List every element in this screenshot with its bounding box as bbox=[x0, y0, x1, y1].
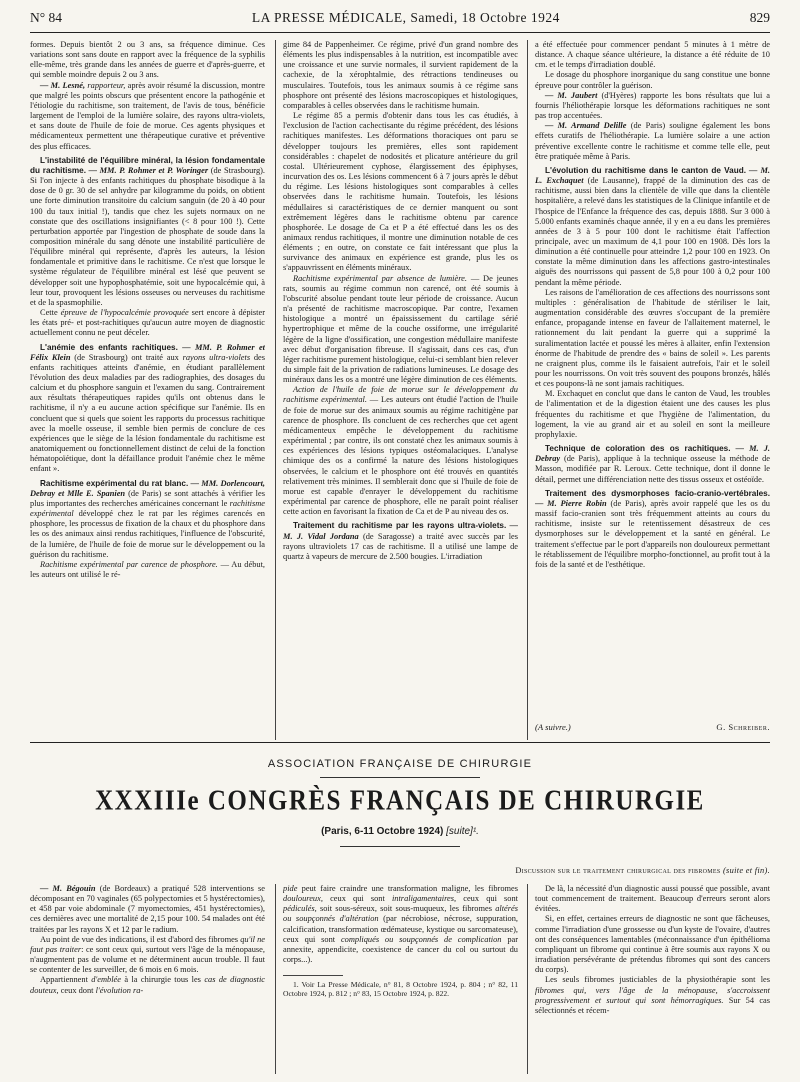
section-title: Technique de coloration des os rachitiques. bbox=[545, 444, 731, 454]
paragraph: Le dosage du phosphore inorganique du sang constitue une bonne épreuve pour contrôler la guérison. bbox=[535, 70, 770, 90]
issue-number: N° 84 bbox=[30, 10, 63, 25]
author-name: — MM. P. Rohmer et P. Woringer bbox=[88, 165, 209, 175]
section-title: L'évolution du rachitisme dans le canton de Vaud. bbox=[545, 165, 746, 175]
paragraph-text: soit sous-séreux, soit sous-muqueux, les fibromes bbox=[319, 904, 492, 914]
section-title: Traitement des dysmorphoses facio-cranio-vertébrales. bbox=[545, 488, 770, 498]
to-be-continued: (A suivre.) bbox=[535, 722, 571, 732]
italic-text: cas de diagnostic douteux, bbox=[30, 975, 265, 995]
column-3 bbox=[535, 40, 770, 720]
author-name: — M. Bégouin bbox=[40, 884, 96, 893]
paragraph-text: (de Saragosse) a traité avec succès par les rayons ultraviolets 17 cas de rachitisme. Il a utilisé une lampe de quartz à vapeurs de mercure de 2.500 bougies. L'irradiation bbox=[283, 531, 518, 561]
column-divider bbox=[527, 884, 528, 1074]
paragraph: a été effectuée pour commencer pendant 5 minutes à 1 mètre de distance. A chaque séance ultérieure, la distance a été réduite de 10 cm. et le temps d'irradiation doublé. bbox=[535, 40, 770, 70]
paragraph-text: Sur 54 cas sélectionnés et récem- bbox=[535, 995, 770, 1015]
paragraph-text: Cette bbox=[40, 308, 58, 318]
italic-text: rachitisme expérimental bbox=[30, 498, 265, 519]
paragraph: gime 84 de Pappenheimer. Ce régime, privé d'un grand nombre des éléments les plus indispensables à la nutrition, est incompatible avec une croissance et une survie normales, il survient rapidement de la cachexie, de la xérophtalmie, des rétractions tendineuses ou musculaires. Toutefois, tous les animaux soumis à ce régime sans phosphore ont présenté des lésions macroscopiques et histologiques, comparables à celles observées dans le rachitisme humain. bbox=[283, 40, 518, 110]
section-paragraph bbox=[30, 343, 265, 475]
paragraph-text: développé chez le rat par les régimes carencés en phosphore, les processus de fixation de la chaux et du phosphore dans les os des animaux ainsi rendus rachitiques, l'influence de l'obscurité, de la lumière, de l'huile de foie de morue sur le développement ou la guérison du rachitisme. bbox=[30, 509, 265, 559]
paragraph: Le régime 85 a permis d'obtenir dans tous les cas étudiés, à l'exclusion de l'action cachectisante du régime précédent, des lésions rachitiques manifestes. Les déformations thoraciques ont paru se développer toujours les premières, elles sont rapidement considérables : chapelet de nodosités et plicature antérieure du gril costal. Ultérieurement cyphose, élargissement des épiphyses, incurvation des os. Les lésions commencent 6 à 7 jours après le début du régime. Les lésions histologiques sont comparables à celles observées dans le rachitisme humain. Toutefois, les lésions médullaires si caractéristiques de ce dernier manquent ou sont extrêmement légères dans le rachitisme obtenu par carence phosphorée. Le dosage de Ca et P a été effectué dans les os des animaux rendus rachitiques, il montre une diminution notable de ces éléments ; en outre, on constate ce fait intéressant que plus la survivance des animaux en expérience est grande, plus les os s'appauvrissent en éléments minéraux. bbox=[283, 111, 518, 273]
paragraph-text: à la chirurgie tous les bbox=[124, 975, 201, 985]
paragraph bbox=[535, 91, 770, 121]
italic-text: douloureux, bbox=[283, 894, 323, 904]
section-title: L'instabilité de l'équilibre minéral, la lésion fondamentale du rachitisme. bbox=[30, 155, 265, 175]
paragraph bbox=[30, 975, 265, 995]
italic-text: épreuve de l'hypocalcémie provoquée bbox=[60, 308, 189, 318]
author-location: (de Strasbourg). bbox=[210, 165, 265, 175]
author-name: — M. Lesné, bbox=[40, 80, 86, 90]
discussion-title: Discussion sur le traitement chirurgical des fibromes bbox=[515, 866, 721, 875]
section-title: Traitement du rachitisme par les rayons ultra-violets. bbox=[293, 521, 507, 531]
author-name: — MM. P. Rohmer et Félix Klein bbox=[30, 342, 265, 362]
italic-text: fibromes qui, vers l'âge de la ménopause, s'accroissent progressivement et surtout qui sont hémorragiques. bbox=[535, 985, 770, 1005]
column-divider bbox=[275, 40, 276, 740]
paragraph bbox=[535, 121, 770, 162]
dates-text: (Paris, 6-11 Octobre 1924) bbox=[321, 826, 444, 837]
italic-text: pédiculés, bbox=[283, 904, 317, 914]
paragraph-text: — Les auteurs ont étudié l'action de l'huile de foie de morue sur des animaux soumis au régime rachitigène par carence de phosphore. Ils concluent de ces recherches que cet agent médicamenteux empêche le développement du rachitisme expérimental ; par contre, ils ont constaté chez les animaux soumis à ces expériences des lésions typiques ostéomalaciques. L'analyse chimique des os a confirmé la nature des lésions histologiques observées, le calcium et le phosphore ont été trouvés en quantités relativement très minimes. Il semblerait donc que si l'huile de foie de morue est capable d'enrayer le développement du rachitisme expérimental par carence de phosphore, elle ne paraît point réaliser cette action en favorisant la fixation de Ca et de P au niveau des os. bbox=[283, 395, 518, 517]
bottom-column-1 bbox=[30, 884, 265, 1074]
column-1 bbox=[30, 40, 265, 730]
bottom-column-3 bbox=[535, 884, 770, 1074]
section-paragraph bbox=[535, 444, 770, 485]
paragraph-text: (de Paris) se sont attachés à vérifier les plus importantes des recherches américaines concernant le bbox=[30, 488, 265, 508]
column-divider bbox=[527, 40, 528, 740]
journal-title: LA PRESSE MÉDICALE, Samedi, 18 Octobre 1924 bbox=[251, 10, 560, 25]
section-paragraph bbox=[283, 521, 518, 562]
column-divider bbox=[275, 884, 276, 1074]
author-name: — MM. Dorlencourt, Debray et Mlle E. Spanien bbox=[30, 478, 265, 498]
author-name: — M. J. Vidal Jordana bbox=[283, 521, 518, 541]
section-paragraph bbox=[535, 166, 770, 288]
italic-heading: Action de l'huile de foie de morue sur le développement du rachitisme expérimental. bbox=[283, 385, 518, 405]
congress-title: XXXIIIe CONGRÈS FRANÇAIS DE CHIRURGIE bbox=[95, 786, 705, 817]
section-title: Rachitisme expérimental du rat blanc. bbox=[40, 478, 189, 488]
italic-text: pide bbox=[283, 884, 298, 893]
italic-text: qu'il ne faut pas traiter bbox=[30, 934, 265, 954]
paragraph: Si, en effet, certaines erreurs de diagnostic ne sont que fâcheuses, comme l'irradiation d'une grossesse ou d'un kyste de l'ovaire, d'autres ont des conséquences lamentables (méconnaissance d'un épithélioma compliquant un fibrome qui continue à être soumis aux rayons X ou irradiation persévérante de prétendus fibromes qui sont des cancers du corps). bbox=[535, 914, 770, 975]
author-name: — M. Armand Delille bbox=[545, 121, 627, 131]
dates-suite: [suite]¹. bbox=[446, 826, 479, 837]
italic-text: intraligamentaires, bbox=[391, 894, 457, 904]
paragraph bbox=[283, 274, 518, 386]
section-title: L'anémie des enfants rachitiques. bbox=[40, 342, 178, 352]
short-rule bbox=[320, 777, 480, 778]
paragraph-text: ceux dont bbox=[60, 985, 94, 995]
italic-heading: Rachitisme expérimental par absence de lumière. bbox=[293, 273, 467, 283]
paragraph bbox=[30, 884, 265, 935]
paragraph-text: peut faire craindre une transformation maligne, les fibromes bbox=[301, 884, 518, 893]
section-paragraph bbox=[535, 489, 770, 570]
paragraph-text: : ce sont ceux qui, surtout vers l'âge de la ménopause, n'augmentent pas de volume et ne déterminent aucun trouble. Il faut se contenter de les surveiller, de 6 mois en 6 mois. bbox=[30, 944, 265, 975]
paragraph-text: — De jeunes rats, soumis au régime commun non carencé, ont été soumis à l'obscurité absolue pendant toute leur période de croissance. Aucun n'a présenté de rachitisme macroscopique. Par contre, l'examen histologique a montré un épaississement du cartilage sérié hypertrophique et même de la couche ossiforme, une irrégularité légère de la ligne d'ossification, une congestion médullaire manifeste avec début d'organisation fibreuse. Il s'agissait, dans ces cas, d'un léger rachitisme purement histologique, celui-ci semblant bien relever du simple fait de la privation de radiations lumineuses. Le dosage des minéraux dans les os a montré une légère diminution de ces éléments. bbox=[283, 273, 518, 385]
paragraph: De là, la nécessité d'un diagnostic aussi poussé que possible, avant tout commencement de traitement. Beaucoup d'erreurs seront alors évitées. bbox=[535, 884, 770, 914]
section-paragraph bbox=[30, 156, 265, 308]
paragraph-text: (de Paris), applique à la technique osseuse la méthode de Masson, modifiée par R. Leroux. Cette technique, dont il donne le détail, permet une différenciation nette des tissus osseux et ostéoïde. bbox=[535, 454, 770, 484]
paragraph-text: ceux qui sont bbox=[330, 894, 385, 904]
paragraph bbox=[30, 935, 265, 976]
bottom-column-2 bbox=[283, 884, 518, 1074]
author-name: — M. L. Exchaquet bbox=[535, 165, 770, 186]
author-name: — M. J. Debray bbox=[535, 444, 770, 464]
paragraph-text: Si l'on injecte à des enfants rachitiques du phosphate bisodique à la dose de 0 gr. 30 de sel anhydre par kilogramme du poids, on obtient une forte diminution transitoire du calcium sanguin (de 20 à 40 pour 100 du taux initial !), tandis que chez les sujets normaux on ne constate que des oscillations insignifiantes (< 8 pour 100 !). Cette perturbation apportée par l'ingestion de phosphate de soude dans la composition minérale du sang dénote une instabilité particulière de l'équilibre minéral qui représente, d'après les auteurs, la lésion fondamentale et primitive dans le rachitisme. Ce n'est que lorsque le système régulateur de l'équilibre minéral est lésé que peuvent se développer soit une hypophosphatémie, soit une hypocalcémie qui, à leur tour, provoquent les lésions osseuses ou nerveuses du rachitisme et de la spasmophilie. bbox=[30, 176, 265, 307]
paragraph-text: (de Paris), après avoir rappelé que les os du massif facio-cranien sont très fréquemment atteints au cours du rachitisme, insiste sur le retentissement désastreux de ces dysmorphoses sur le développement et la santé en général. Le traitement s'effectue par le port d'appareils non douloureux permettant le rétablissement de l'équilibre morpho-fonctionnel, au profit tout à la fois de la santé et de l'esthétique. bbox=[535, 498, 770, 569]
paragraph-text: Les seuls fibromes justiciables de la physiothérapie sont les bbox=[545, 975, 770, 985]
congress-dates bbox=[0, 826, 800, 837]
paragraph-text: par annexite, appendicite, coexistence de cancer du col ou surtout du corps...). bbox=[283, 934, 518, 965]
paragraph-text: (par nécrobiose, nécrose, suppuration, calcification, transformation œdémateuse, kystique ou sarcomateuse), ceux qui sont bbox=[283, 914, 518, 944]
paragraph-text: (de Lausanne), frappé de la diminution des cas de rachitisme, aussi bien dans la clientèle de ville que dans la clientèle hospitalière, a relevé dans les statistiques de la Clinique infantile et de l'hospice de l'Enfance la fréquence des cas, depuis 1888. Sur 3 000 à 5.000 enfants examinés chaque année, il y en a eu dans les premières années de 3 à 5 pour 100 dont le rachitisme était l'affection principale, avec un maximum de 4,1 pour 100 en 1908. Dès lors la diminution a été continuelle pour atteindre 1,2 pour 100 en 1923. On constate la même diminution dans les affections gastro-intestinales aiguës des nourrissons qui passent de 5,8 pour 100 à 0,2 pour 100 pendant la même période. bbox=[535, 176, 770, 287]
column-2 bbox=[283, 40, 518, 730]
italic-text: altérés ou soupçonnés d'altération bbox=[283, 904, 518, 924]
paragraph-text: ceux qui sont bbox=[463, 894, 518, 904]
association-heading: ASSOCIATION FRANÇAISE DE CHIRURGIE bbox=[267, 758, 533, 770]
short-rule bbox=[340, 846, 460, 847]
paragraph: formes. Depuis bientôt 2 ou 3 ans, sa fréquence diminue. Ces variations sont sans doute en rapport avec la fréquence de la syphilis elle-même, très grande dans les années de guerre et d'après-guerre, et qui semble moindre depuis 2 ou 3 ans. bbox=[30, 40, 265, 80]
paragraph-text: des enfants rachitiques atteints d'anémie, en étudiant parallèlement l'évolution des deux maladies par des radiographies, des dosages du calcium et du phosphore sanguin et l'examen du sang. Contrairement aux résultats thérapeutiques rapides qu'ils ont obtenus dans le rachitisme, il n'y a eu aucune action spécifique sur l'anémie. Ils en concluent que si quels que soient les rapports du processus rachitique avec la moelle osseuse, il semble bien permis de conclure de ces expériences que le siège de la lésion fondamentale du rachitisme est anatomiquement ou fonctionnellement distinct de celui de la fonction hématopoïétique, dont la défaillance produit l'anémie chez le même enfant ». bbox=[30, 352, 265, 474]
italic-heading: Rachitisme expérimental par carence de phosphore. bbox=[40, 559, 218, 569]
section-rule bbox=[30, 742, 770, 743]
page-header bbox=[30, 10, 770, 32]
paragraph-text: (de Paris) souligne également les bons effets curatifs de l'héliothérapie. La lumière solaire a une action préventive excellente contre le rachitisme et comme telle elle, peut être pratiquée même à Paris. bbox=[535, 121, 770, 161]
paragraph-text: (d'Hyères) rapporte les bons résultats que lui a fournis l'héliothérapie lorsque les déformations rachitiques ne sont pas trop accentuées. bbox=[535, 90, 770, 121]
footnote: 1. Voir La Presse Médicale, n° 81, 8 Octobre 1924, p. 804 ; n° 82, 11 Octobre 1924, p. 812 ; n° 83, 15 Octobre 1924, p. 822. bbox=[283, 980, 518, 999]
paragraph bbox=[30, 560, 265, 580]
author-signature: G. Schreiber. bbox=[716, 722, 770, 732]
article-signoff bbox=[535, 722, 770, 732]
paragraph bbox=[283, 385, 518, 517]
page-number: 829 bbox=[749, 10, 770, 25]
footnote-rule bbox=[283, 975, 343, 976]
italic-text: rayons ultra-violets bbox=[182, 352, 251, 362]
header-rule bbox=[30, 32, 770, 33]
author-role: rapporteur, bbox=[87, 80, 126, 90]
section-paragraph bbox=[30, 479, 265, 560]
paragraph bbox=[535, 975, 770, 1016]
discussion-heading bbox=[30, 866, 770, 875]
paragraph-text: — Au début, les auteurs ont utilisé le ré- bbox=[30, 559, 265, 579]
paragraph-text: Appartiennent bbox=[40, 975, 88, 985]
paragraph bbox=[30, 81, 265, 152]
paragraph-text: Au point de vue des indications, il est d'abord des fibromes bbox=[40, 934, 239, 944]
discussion-suite: (suite et fin). bbox=[722, 866, 770, 875]
paragraph: Les raisons de l'amélioration de ces affections des nourrissons sont multiples : généralisation de l'habitude de stériliser le lait, augmentation considérable des œuvres s'occupant de la première enfance, propagande intense en faveur de l'allaitement maternel, le rationnement du lait pendant la guerre qui a supprimé la suralimentation lactée et poussé les mères à allaiter, enfin l'extension énorme de l'habitude de prendre des « bains de soleil ». Les parents ne craignent plus, comme ils le faisaient autrefois, l'air et le soleil pour les nourrissons. On voit très souvent des poupons bronzés, hâlés et ces poupons-là ne sont jamais rachitiques. bbox=[535, 287, 770, 389]
paragraph bbox=[30, 308, 265, 338]
paragraph-text: après avoir résumé la discussion, montre que malgré les points obscurs que présentent encore la pathogénie et l'étiologie du rachitisme, son traitement, de l'avis de tous, bénéficie largement de l'emploi de la lumière solaire, des rayons ultra-violets, et sans doute de l'huile de foie de morue. Ces agents physiques et médicamenteux permettent une thérapeutique curative et préventive des plus efficaces. bbox=[30, 80, 265, 151]
paragraph-text: (de Bordeaux) a pratiqué 528 interventions se décomposant en 70 vaginales (65 polypectomies et 5 hystérectomies), et 458 par voie abdominale (7 myomectomies, 451 hystérectomies), ces dernières avec une mortalité de 2,15 pour 100. 54 malades ont été traitées par les rayons X et 12 par le radium. bbox=[30, 884, 265, 934]
italic-text: d'emblée bbox=[91, 975, 121, 985]
author-name: — M. Pierre Robin bbox=[535, 498, 607, 508]
paragraph-text: sert encore à dépister les états pré- et post-rachitiques qu'aucun autre moyen de diagnostic actuellement connu ne peut déceler. bbox=[30, 308, 265, 338]
paragraph-text: (de Strasbourg) ont traité aux bbox=[74, 352, 179, 362]
paragraph: M. Exchaquet en conclut que dans le canton de Vaud, les troubles de l'alimentation et de la digestion étaient une des causes les plus fréquentes du rachitisme et que l'hygiène de l'alimentation, du logement, la vie au grand air et au soleil en sont la meilleure prophylaxie. bbox=[535, 389, 770, 439]
italic-text: l'évolution ra- bbox=[95, 985, 144, 995]
italic-text: compliqués ou soupçonnés de complication bbox=[340, 934, 502, 944]
paragraph bbox=[283, 884, 518, 965]
author-name: — M. Jaubert bbox=[545, 90, 598, 100]
